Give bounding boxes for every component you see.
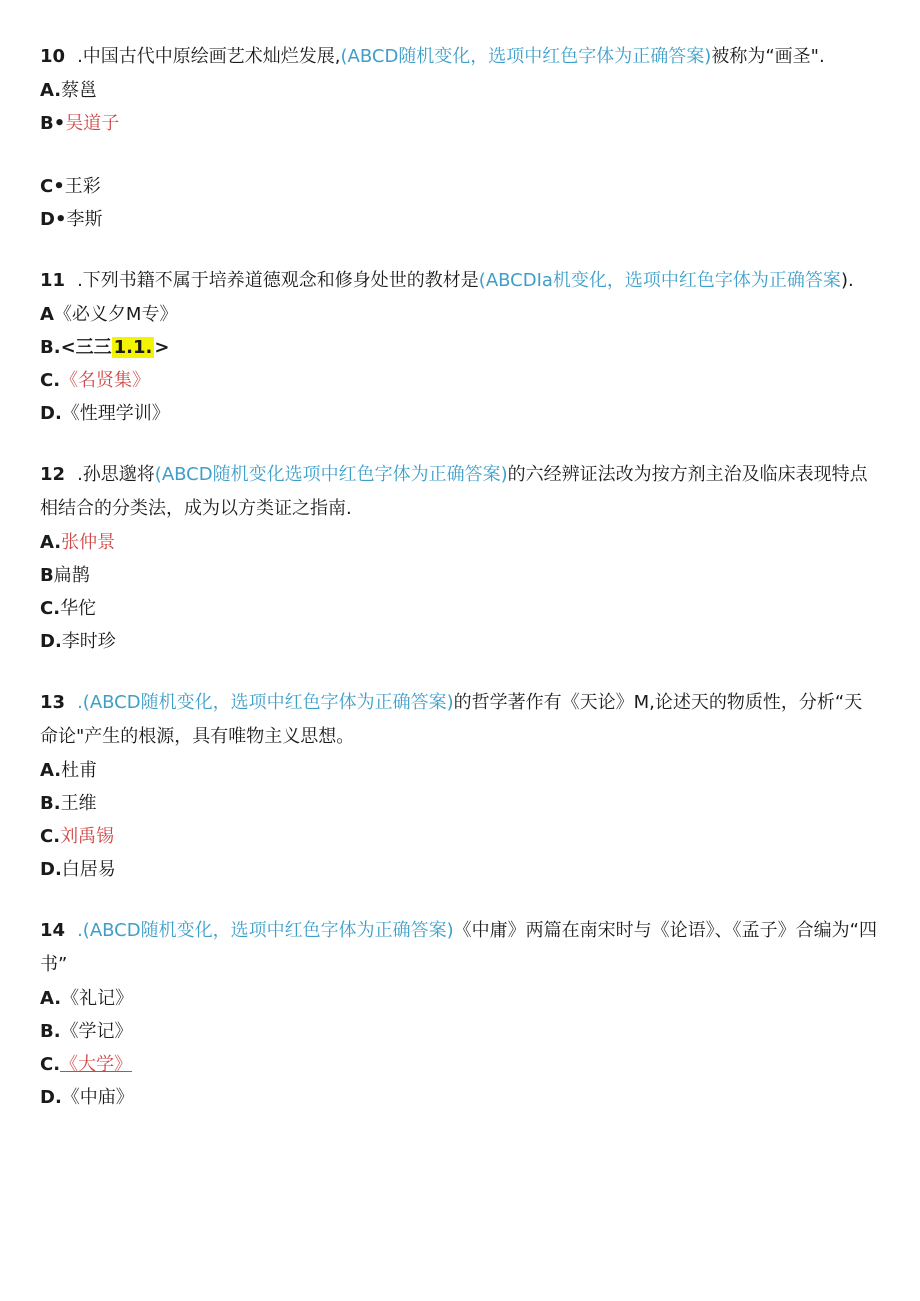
question-stem — [40, 458, 880, 526]
option-d: D•李斯 — [40, 209, 103, 230]
option-d: D.李时珍 — [40, 631, 116, 652]
answer-hint: (ABCD随机变化选项中红色字体为正确答案) — [154, 464, 508, 485]
option-a-correct: A.张仲景 — [40, 532, 116, 553]
question-10 — [40, 40, 880, 236]
question-number: 14 — [40, 920, 66, 941]
answer-hint: (ABCD随机变化，选项中红色字体为正确答案) — [82, 920, 454, 941]
option-a: A.蔡邕 — [40, 80, 98, 101]
stem-text: . — [77, 692, 83, 713]
question-14 — [40, 914, 880, 1114]
stem-text: . — [77, 920, 83, 941]
option-b: B.<三三 1.1. > — [40, 337, 170, 358]
stem-text: 《中庸》两篇在南宋时与《论语》、《孟子》合编为“四书” — [40, 920, 877, 975]
option-d: D.白居易 — [40, 859, 116, 880]
option-c: C.华佗 — [40, 598, 97, 619]
option-b: B扁鹊 — [40, 565, 90, 586]
question-stem — [40, 914, 880, 982]
stem-text: 的六经辨证法改为按方剂主治及临床表现特点相结合的分类法，成为以方类证之指南. — [40, 464, 868, 519]
option-b: B.王维 — [40, 793, 97, 814]
question-number: 13 — [40, 692, 66, 713]
question-stem — [40, 686, 880, 754]
answer-hint: (ABCDIa机变化，选项中红色字体为正确答案 — [478, 270, 841, 291]
stem-text: ). — [840, 270, 854, 291]
question-number: 12 — [40, 464, 66, 485]
question-number: 11 — [40, 270, 66, 291]
question-12 — [40, 458, 880, 658]
highlighted-text: 1.1. — [113, 337, 153, 358]
stem-text: .中国古代中原绘画艺术灿烂发展, — [77, 46, 341, 67]
option-a: A.杜甫 — [40, 760, 98, 781]
option-c: C•王彩 — [40, 176, 101, 197]
option-d: D.《中庙》 — [40, 1087, 134, 1108]
stem-text: 的哲学著作有《天论》M,论述天的物质性，分析“天命论"产生的根源，具有唯物主义思想。 — [40, 692, 863, 747]
question-13 — [40, 686, 880, 886]
stem-text: 被称为“画圣". — [711, 46, 825, 67]
option-c-correct: C.《名贤集》 — [40, 370, 151, 391]
stem-text: .下列书籍不属于培养道德观念和修身处世的教材是 — [77, 270, 479, 291]
option-d: D.《性理学训》 — [40, 403, 170, 424]
question-number: 10 — [40, 46, 66, 67]
option-a: A.《礼记》 — [40, 988, 134, 1009]
answer-hint: (ABCD随机变化，选项中红色字体为正确答案) — [340, 46, 712, 67]
option-a: A《必义夕M专》 — [40, 304, 178, 325]
answer-hint: (ABCD随机变化，选项中红色字体为正确答案) — [82, 692, 454, 713]
option-c-correct: C.刘禹锡 — [40, 826, 115, 847]
option-c-correct: C.《大学》 — [40, 1054, 133, 1075]
option-b: B.《学记》 — [40, 1021, 133, 1042]
option-b-correct: B•吴道子 — [40, 113, 120, 134]
question-11 — [40, 264, 880, 430]
question-stem — [40, 40, 880, 74]
stem-text: .孙思邈将 — [77, 464, 155, 485]
question-stem — [40, 264, 880, 298]
